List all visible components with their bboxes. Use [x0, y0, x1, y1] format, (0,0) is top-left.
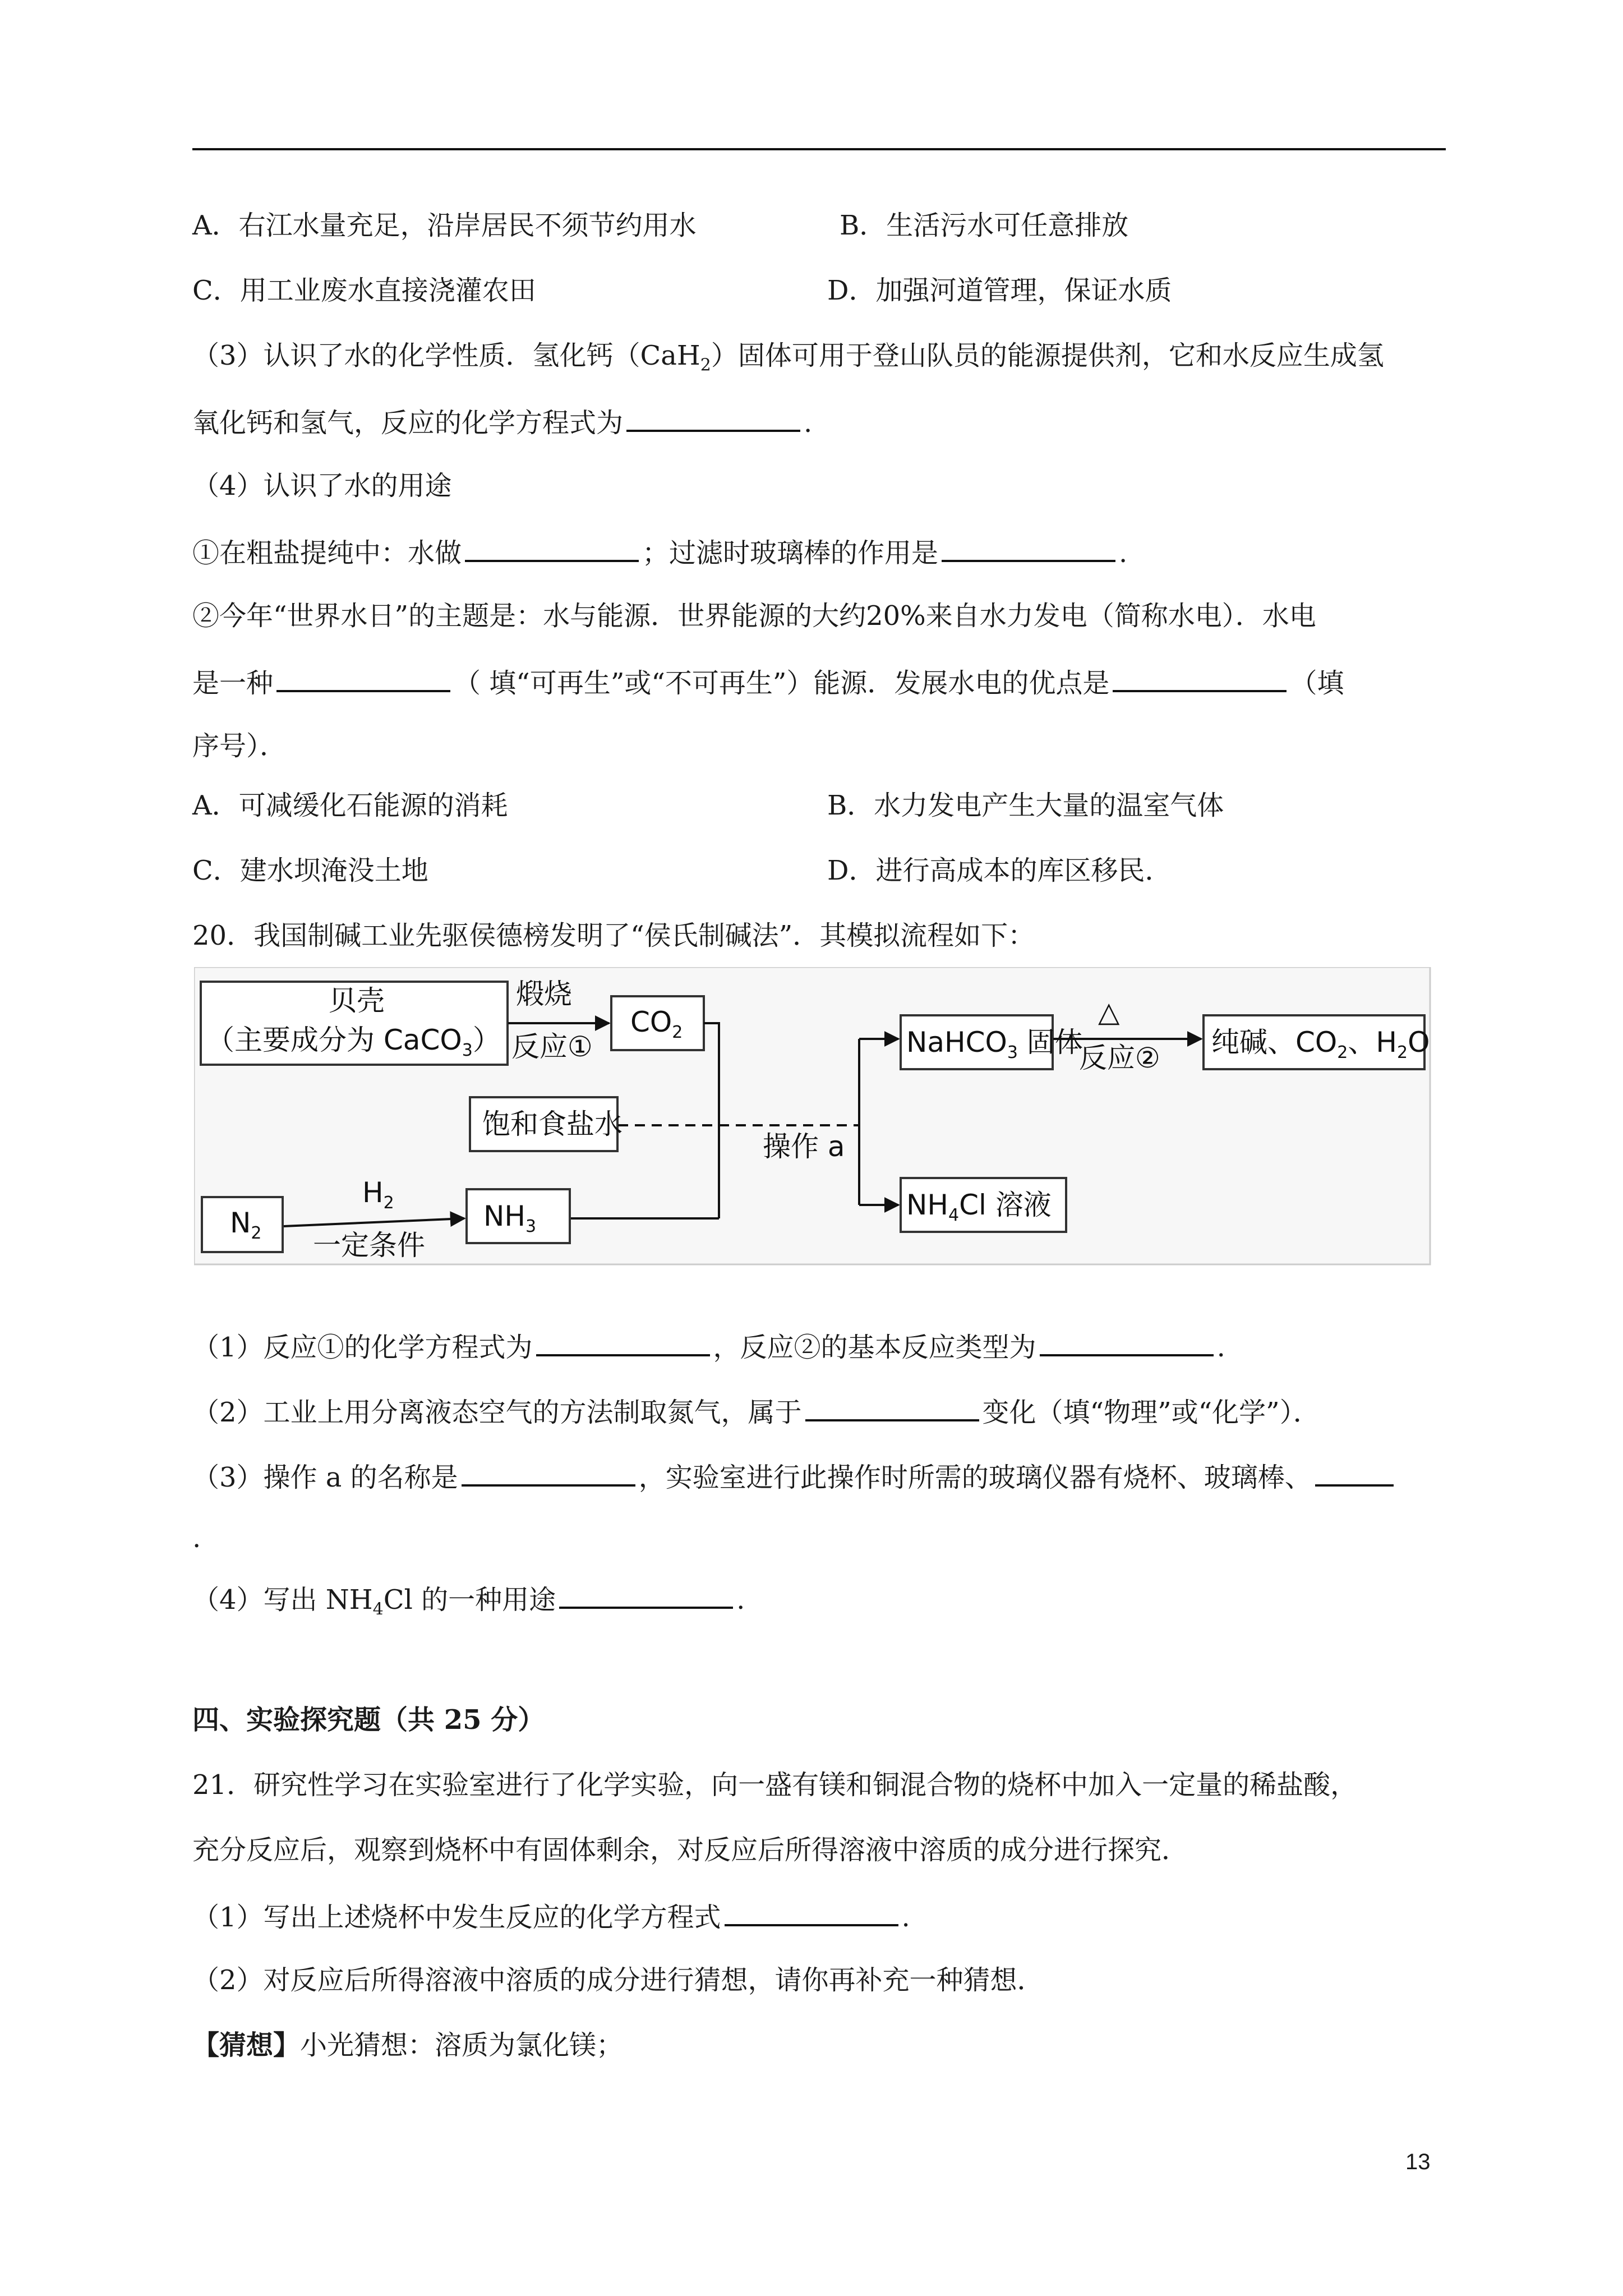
flow-diagram: [194, 967, 1431, 1266]
answer-blank[interactable]: [1113, 664, 1287, 692]
calcine-label: 煅烧: [516, 978, 572, 1010]
reaction1-label: 反应①: [511, 1030, 593, 1063]
product-label: 纯碱、$CO_2$、$H_2O$: [1211, 1026, 1430, 1062]
header-rule: [192, 148, 1446, 150]
reaction2-label: 反应②: [1079, 1042, 1160, 1074]
answer-blank[interactable]: [276, 664, 450, 692]
nh4cl-label: $NH_4Cl$ 溶液: [906, 1189, 1052, 1225]
option-d2: D．进行高成本的库区移民．: [827, 855, 1172, 886]
section-heading: 四、实验探究题（共 25 分）: [192, 1704, 545, 1736]
option-b1: B．生活污水可任意排放: [840, 210, 1129, 241]
option-c1: C．用工业废水直接浇灌农田: [192, 275, 536, 306]
question-20-3-end: .: [192, 1522, 201, 1554]
guess-tag: 【猜想】: [192, 2030, 301, 2061]
answer-blank[interactable]: [626, 404, 800, 432]
question-21-line1: 21．研究性学习在实验室进行了化学实验，向一盛有镁和铜混合物的烧杯中加入一定量的稀盐酸，: [192, 1769, 1358, 1801]
answer-blank[interactable]: [1040, 1328, 1214, 1356]
answer-blank[interactable]: [559, 1581, 733, 1609]
brine-label: 饱和食盐水: [482, 1108, 623, 1140]
n2-label: $N_2$: [230, 1207, 262, 1243]
answer-blank[interactable]: [805, 1393, 979, 1421]
question-21-2: （2）对反应后所得溶液中溶质的成分进行猜想，请你再补充一种猜想．: [192, 1964, 1044, 1996]
question-20: 20．我国制碱工业先驱侯德榜发明了“侯氏制碱法”．其模拟流程如下：: [192, 920, 1035, 951]
question-4-item1: ①在粗盐提纯中：水做 ；过滤时玻璃棒的作用是 .: [192, 534, 1127, 570]
question-20-4: （4）写出 $NH_4Cl$ 的一种用途 .: [192, 1581, 745, 1617]
question-3-line2: 氧化钙和氢气，反应的化学方程式为 .: [192, 404, 812, 440]
answer-blank[interactable]: [942, 534, 1115, 562]
question-20-3: （3）操作 a 的名称是 ，实验室进行此操作时所需的玻璃仪器有烧杯、玻璃棒、: [192, 1458, 1397, 1494]
option-b2: B．水力发电产生大量的温室气体: [827, 790, 1224, 821]
question-3-line1: （3）认识了水的化学性质．氢化钙（CaH$_2$）固体可用于登山队员的能源提供剂，它和水反应生成氢: [192, 340, 1384, 375]
guess-line: 【猜想】小光猜想：溶质为氯化镁；: [192, 2030, 624, 2061]
page-number: 13: [1405, 2150, 1431, 2174]
option-c2: C．建水坝淹没土地: [192, 855, 428, 886]
heat-label: △: [1098, 996, 1120, 1028]
h2-label: $H_2$: [362, 1176, 394, 1213]
question-20-2: （2）工业上用分离液态空气的方法制取氮气，属于 变化（填“物理”或“化学”）．: [192, 1393, 1320, 1429]
option-a1: A．右江水量充足，沿岸居民不须节约用水: [192, 210, 697, 241]
nahco3-label: NaHCO$_3$ 固体: [906, 1026, 1083, 1062]
answer-blank[interactable]: [465, 534, 639, 562]
nh3-label: $NH_3$: [483, 1200, 537, 1236]
answer-blank[interactable]: [1315, 1458, 1394, 1487]
question-4-heading: （4）认识了水的用途: [192, 470, 452, 501]
shell-composition: （主要成分为 CaCO$_3$）: [206, 1024, 501, 1060]
question-21-line2: 充分反应后，观察到烧杯中有固体剩余，对反应后所得溶液中溶质的成分进行探究．: [192, 1834, 1189, 1866]
answer-blank[interactable]: [725, 1898, 898, 1926]
question-20-1: （1）反应①的化学方程式为 ，反应②的基本反应类型为 .: [192, 1328, 1225, 1364]
shell-label: 贝壳: [329, 984, 385, 1017]
question-21-1: （1）写出上述烧杯中发生反应的化学方程式 .: [192, 1898, 910, 1934]
question-4-item2-line1: ②今年“世界水日”的主题是：水与能源．世界能源的大约20%来自水力发电（简称水电）．水电: [192, 600, 1316, 632]
option-a2: A．可减缓化石能源的消耗: [192, 790, 508, 821]
answer-blank[interactable]: [536, 1328, 710, 1356]
option-d1: D．加强河道管理，保证水质: [827, 275, 1172, 306]
question-4-item2-line3: 序号）．: [192, 730, 287, 762]
answer-blank[interactable]: [462, 1458, 635, 1487]
operation-label: 操作 a: [763, 1130, 845, 1163]
co2-label: $CO_2$: [630, 1006, 683, 1042]
question-4-item2-line2: 是一种 （ 填“可再生”或“不可再生”）能源．发展水电的优点是 （填: [192, 664, 1344, 700]
condition-label: 一定条件: [313, 1229, 425, 1262]
